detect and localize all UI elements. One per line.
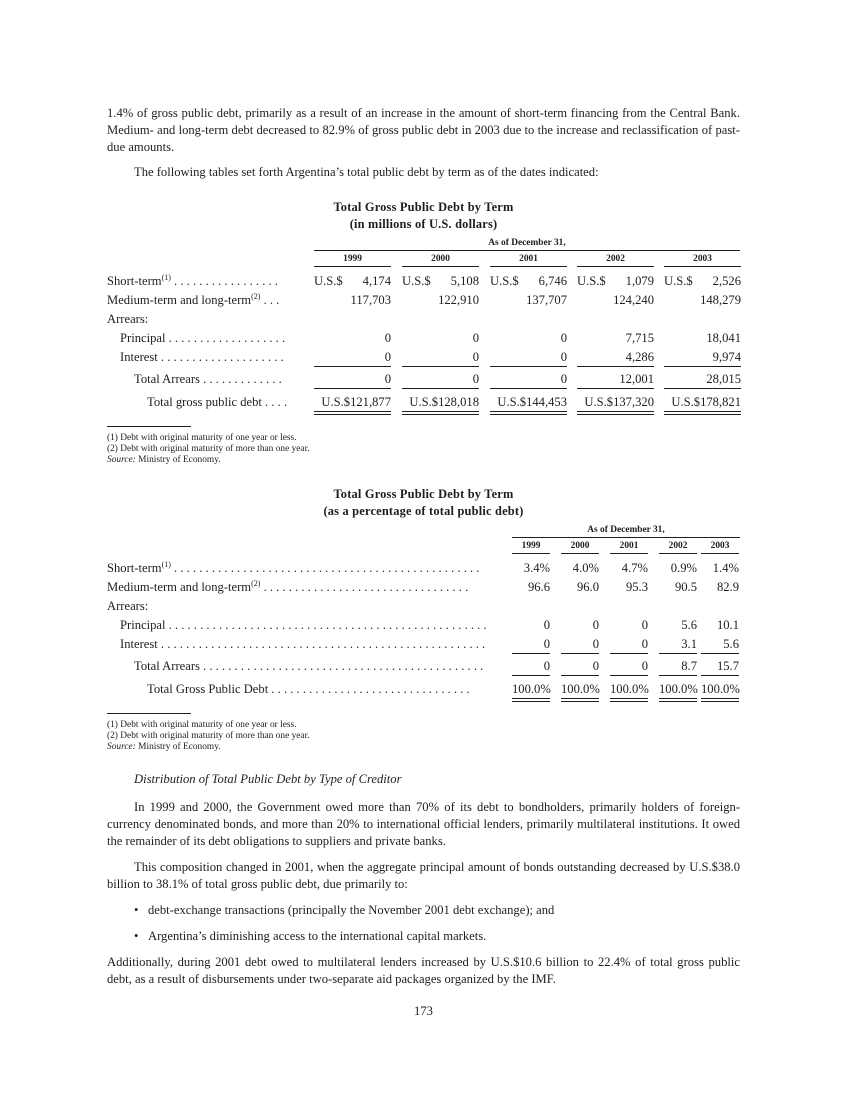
column-header-year: 2002 (606, 254, 625, 264)
table-cell (659, 579, 697, 595)
row-label-text: Interest (120, 637, 158, 651)
table-cell (610, 617, 648, 633)
cell-value: 96.6 (527, 580, 550, 594)
row-label-text: Total gross public debt (147, 395, 262, 409)
cell-value: 0 (592, 618, 599, 632)
row-label (107, 292, 303, 308)
table-cell (577, 273, 654, 289)
table2-footnote-1: (1) Debt with original maturity of one year or less. (107, 720, 297, 730)
cell-value: 18,041 (706, 331, 741, 345)
row-label (107, 311, 303, 327)
table-cell (512, 658, 550, 674)
table1-source (107, 455, 221, 466)
dot-leader: . . . . . . . . . . . . . . . . . . . . . . . . . . . . . . . . . . . . . . . . . . . . . . . . . . . (165, 618, 487, 632)
table-cell (664, 292, 741, 308)
table-cell (314, 292, 391, 308)
row-label (120, 617, 502, 633)
cell-underline (610, 653, 648, 654)
cell-double-underline (561, 698, 599, 702)
column-header-rule (314, 266, 391, 267)
cell-value: U.S.$137,320 (584, 395, 654, 409)
table-cell (561, 579, 599, 595)
bullet-item (134, 928, 486, 945)
cell-value: U.S.$121,877 (321, 395, 391, 409)
cell-underline (512, 653, 550, 654)
row-label (147, 681, 502, 697)
bullet-text: debt-exchange transactions (principally the November 2001 debt exchange); and (148, 903, 555, 917)
column-header-year: 1999 (521, 541, 541, 551)
cell-value: 4.0% (572, 561, 599, 575)
cell-value: 3.4% (523, 561, 550, 575)
column-header-rule (659, 553, 697, 554)
table-cell (659, 636, 697, 652)
cell-double-underline (659, 698, 697, 702)
currency-prefix: U.S.$ (664, 274, 693, 288)
cell-value: 2,526 (712, 274, 741, 288)
paragraph-multilateral: Additionally, during 2001 debt owed to multilateral lenders increased by U.S.$10.6 billion to 22.4% of total gross public debt, as a result of disbursements under two-separate aid packages organized by the IMF. (107, 955, 740, 986)
table-cell (512, 560, 550, 576)
bullet-icon: • (134, 903, 139, 917)
table-cell (664, 330, 741, 346)
dot-leader: . . . . (261, 395, 288, 409)
cell-value: 96.0 (576, 580, 599, 594)
table-cell (659, 560, 697, 576)
table-cell (701, 658, 739, 674)
cell-underline (490, 366, 567, 367)
footnote-marker: (2) (251, 292, 261, 301)
row-label (120, 349, 303, 365)
row-label-text: Short-term (107, 274, 162, 288)
cell-value: U.S.$144,453 (497, 395, 567, 409)
cell-double-underline (314, 411, 391, 415)
cell-value: U.S.$178,821 (671, 395, 741, 409)
table2-footnote-2: (2) Debt with original maturity of more than one year. (107, 731, 310, 741)
currency-prefix: U.S.$ (402, 274, 431, 288)
bullet-item (134, 902, 554, 919)
table-cell (402, 394, 479, 410)
table-cell (561, 560, 599, 576)
table-cell (561, 658, 599, 674)
table-cell (512, 579, 550, 595)
table-cell (659, 617, 697, 633)
column-header-year: 2000 (431, 254, 450, 264)
cell-value: 0 (384, 372, 391, 386)
currency-prefix: U.S.$ (490, 274, 519, 288)
cell-value: 122,910 (438, 293, 479, 307)
cell-value: 1,079 (625, 274, 654, 288)
table-cell (701, 617, 739, 633)
cell-value: 15.7 (716, 659, 739, 673)
table-header-as-of: As of December 31, (587, 525, 665, 535)
cell-value: 9,974 (712, 350, 741, 364)
row-label (134, 371, 303, 387)
table-cell (664, 371, 741, 387)
currency-prefix: U.S.$ (577, 274, 606, 288)
column-header-rule (490, 266, 567, 267)
cell-underline (402, 388, 479, 389)
table-cell (490, 330, 567, 346)
table-cell (610, 636, 648, 652)
table-cell (664, 394, 741, 410)
cell-value: 4.7% (621, 561, 648, 575)
column-header-year: 2001 (519, 254, 538, 264)
table-cell (577, 330, 654, 346)
table-cell (314, 273, 391, 289)
cell-value: 6,746 (538, 274, 567, 288)
cell-value: U.S.$128,018 (409, 395, 479, 409)
column-header-rule (577, 266, 654, 267)
table-cell (314, 330, 391, 346)
table-cell (664, 273, 741, 289)
cell-value: 100.0% (659, 682, 698, 696)
table-cell (701, 579, 739, 595)
table-cell (561, 636, 599, 652)
header-rule (314, 250, 740, 251)
column-header-year: 2000 (570, 541, 590, 551)
cell-value: 7,715 (625, 331, 654, 345)
table2-footnote-rule (107, 713, 191, 714)
source-label: Source: (107, 742, 136, 752)
footnote-marker: (1) (161, 273, 171, 282)
dot-leader: . . . . . . . . . . . . . . . . . (170, 274, 278, 288)
cell-value: 0 (384, 331, 391, 345)
cell-value: 137,707 (526, 293, 567, 307)
table-cell (402, 330, 479, 346)
cell-value: 0 (384, 350, 391, 364)
cell-value: 5,108 (450, 274, 479, 288)
bullet-text: Argentina’s diminishing access to the international capital markets. (148, 929, 487, 943)
table-cell (512, 681, 550, 697)
footnote-marker: (1) (161, 560, 171, 569)
table-cell (512, 617, 550, 633)
row-label (107, 579, 502, 595)
table-cell (490, 292, 567, 308)
dot-leader: . . . . . . . . . . . . . . . . . . . (165, 331, 286, 345)
cell-double-underline (701, 698, 739, 702)
row-label-text: Arrears: (107, 599, 149, 613)
cell-underline (490, 388, 567, 389)
page-number: 173 (414, 1004, 433, 1018)
cell-underline (577, 366, 654, 367)
cell-value: 95.3 (625, 580, 648, 594)
dot-leader: . . . . . . . . . . . . . . . . . . . . . . . . . . . . . . . . . . . . . . . . . . . . . (199, 659, 484, 673)
row-label (120, 330, 303, 346)
cell-value: 4,286 (625, 350, 654, 364)
cell-value: 82.9 (716, 580, 739, 594)
cell-value: 0 (560, 372, 567, 386)
cell-value: 3.1 (681, 637, 697, 651)
dot-leader: . . . . . . . . . . . . . . . . . . . . . . . . . . . . . . . . . . . . . . . . . . . . . . . . . (170, 561, 480, 575)
cell-value: 0 (472, 372, 479, 386)
table-cell (577, 349, 654, 365)
paragraph-tables-intro: The following tables set forth Argentina’s total public debt by term as of the dates indicated: (134, 165, 599, 179)
table-cell (490, 349, 567, 365)
cell-value: 0 (472, 350, 479, 364)
cell-underline (314, 366, 391, 367)
cell-underline (577, 388, 654, 389)
row-label (107, 598, 502, 614)
cell-value: 0 (641, 659, 648, 673)
table-cell (577, 394, 654, 410)
cell-value: 0 (472, 331, 479, 345)
cell-underline (561, 675, 599, 676)
table-cell (659, 658, 697, 674)
cell-value: 5.6 (723, 637, 739, 651)
cell-value: 0 (641, 618, 648, 632)
cell-value: 100.0% (701, 682, 740, 696)
row-label (134, 658, 502, 674)
cell-underline (561, 653, 599, 654)
table1-footnote-rule (107, 426, 191, 427)
table-cell (402, 349, 479, 365)
cell-value: 4,174 (362, 274, 391, 288)
table-cell (490, 371, 567, 387)
cell-value: 0 (543, 637, 550, 651)
table-cell (610, 560, 648, 576)
cell-double-underline (402, 411, 479, 415)
table1-footnote-2: (2) Debt with original maturity of more than one year. (107, 444, 310, 454)
cell-value: 100.0% (512, 682, 551, 696)
cell-underline (402, 366, 479, 367)
cell-value: 0 (543, 618, 550, 632)
row-label-text: Total Arrears (134, 372, 200, 386)
cell-underline (659, 675, 697, 676)
column-header-year: 2003 (710, 541, 730, 551)
row-label-text: Medium-term and long-term (107, 293, 252, 307)
table-cell (577, 371, 654, 387)
cell-value: 124,240 (613, 293, 654, 307)
table1-title: Total Gross Public Debt by Term (333, 200, 514, 214)
column-header-rule (512, 553, 550, 554)
row-label (107, 273, 303, 289)
cell-double-underline (610, 698, 648, 702)
cell-underline (659, 653, 697, 654)
source-text: Ministry of Economy. (135, 742, 221, 752)
table-cell (701, 681, 739, 697)
table-cell (610, 658, 648, 674)
table-cell (314, 349, 391, 365)
paragraph-creditors: In 1999 and 2000, the Government owed more than 70% of its debt to bondholders, primarily holders of foreign-currency denominated bonds, and more than 20% to international official lenders, primarily multilateral institutions. It owed the remainder of its debt obligations to suppliers and private banks. (107, 800, 740, 848)
row-label-text: Total Gross Public Debt (147, 682, 269, 696)
column-header-rule (701, 553, 739, 554)
table-cell (610, 681, 648, 697)
column-header-rule (561, 553, 599, 554)
column-header-year: 1999 (343, 254, 362, 264)
cell-underline (664, 388, 741, 389)
cell-underline (701, 675, 739, 676)
table2-source (107, 742, 221, 753)
row-label-text: Principal (120, 331, 166, 345)
cell-value: 117,703 (350, 293, 391, 307)
currency-prefix: U.S.$ (314, 274, 343, 288)
cell-value: 100.0% (610, 682, 649, 696)
row-label-text: Principal (120, 618, 166, 632)
source-text: Ministry of Economy. (135, 455, 221, 465)
dot-leader: . . . . . . . . . . . . . . . . . . . . . . . . . . . . . . . . . (260, 580, 469, 594)
row-label-text: Arrears: (107, 312, 149, 326)
table-cell (659, 681, 697, 697)
dot-leader: . . . . . . . . . . . . . . . . . . . . (157, 350, 284, 364)
column-header-year: 2001 (619, 541, 639, 551)
column-header-rule (664, 266, 741, 267)
table1-footnote-1: (1) Debt with original maturity of one year or less. (107, 433, 297, 443)
table-cell (577, 292, 654, 308)
column-header-rule (610, 553, 648, 554)
cell-value: 100.0% (561, 682, 600, 696)
cell-value: 8.7 (681, 659, 697, 673)
table-header-as-of: As of December 31, (488, 238, 566, 248)
cell-value: 0 (592, 637, 599, 651)
cell-value: 0 (560, 350, 567, 364)
footnote-marker: (2) (251, 579, 261, 588)
cell-value: 10.1 (716, 618, 739, 632)
table-cell (314, 371, 391, 387)
table-cell (561, 681, 599, 697)
table2-subtitle: (as a percentage of total public debt) (323, 504, 524, 518)
cell-value: 5.6 (681, 618, 697, 632)
cell-value: 0 (560, 331, 567, 345)
paragraph-composition: This composition changed in 2001, when the aggregate principal amount of bonds outstanding decreased by U.S.$38.0 billion to 38.1% of total gross public debt, due primarily to: (107, 860, 740, 891)
table2-title: Total Gross Public Debt by Term (333, 487, 514, 501)
table-cell (561, 617, 599, 633)
paragraph-intro: 1.4% of gross public debt, primarily as a result of an increase in the amount of short-term financing from the Central Bank. Medium- and long-term debt decreased to 82.9% of gross public debt in 2003 due to the increase and reclassification of past-due amounts. (107, 106, 740, 154)
header-rule (512, 537, 740, 538)
table1-subtitle: (in millions of U.S. dollars) (349, 217, 498, 231)
column-header-year: 2002 (668, 541, 688, 551)
dot-leader: . . . . . . . . . . . . . (199, 372, 282, 386)
column-header-year: 2003 (693, 254, 712, 264)
source-label: Source: (107, 455, 136, 465)
cell-value: 12,001 (619, 372, 654, 386)
table-cell (610, 579, 648, 595)
cell-value: 1.4% (712, 561, 739, 575)
table-cell (664, 349, 741, 365)
table-cell (402, 273, 479, 289)
column-header-rule (402, 266, 479, 267)
cell-underline (701, 653, 739, 654)
cell-value: 90.5 (674, 580, 697, 594)
cell-value: 0.9% (670, 561, 697, 575)
cell-value: 0 (641, 637, 648, 651)
cell-value: 0 (543, 659, 550, 673)
cell-double-underline (512, 698, 550, 702)
table-cell (701, 560, 739, 576)
row-label-text: Total Arrears (134, 659, 200, 673)
dot-leader: . . . . . . . . . . . . . . . . . . . . . . . . . . . . . . . . . . . . . . . . . . . . . . . . . . . . (157, 637, 486, 651)
dot-leader: . . . . . . . . . . . . . . . . . . . . . . . . . . . . . . . . (268, 682, 470, 696)
cell-value: 28,015 (706, 372, 741, 386)
table-cell (701, 636, 739, 652)
cell-underline (664, 366, 741, 367)
row-label (147, 394, 303, 410)
cell-double-underline (490, 411, 567, 415)
table-cell (490, 394, 567, 410)
cell-underline (314, 388, 391, 389)
section-heading: Distribution of Total Public Debt by Type of Creditor (134, 772, 402, 786)
table-cell (512, 636, 550, 652)
dot-leader: . . . (260, 293, 280, 307)
row-label (120, 636, 502, 652)
table-cell (490, 273, 567, 289)
row-label-text: Short-term (107, 561, 162, 575)
cell-value: 148,279 (700, 293, 741, 307)
cell-double-underline (664, 411, 741, 415)
table-cell (402, 371, 479, 387)
row-label-text: Interest (120, 350, 158, 364)
cell-underline (610, 675, 648, 676)
cell-underline (512, 675, 550, 676)
cell-double-underline (577, 411, 654, 415)
cell-value: 0 (592, 659, 599, 673)
bullet-icon: • (134, 929, 139, 943)
table-cell (314, 394, 391, 410)
row-label (107, 560, 502, 576)
row-label-text: Medium-term and long-term (107, 580, 252, 594)
table-cell (402, 292, 479, 308)
